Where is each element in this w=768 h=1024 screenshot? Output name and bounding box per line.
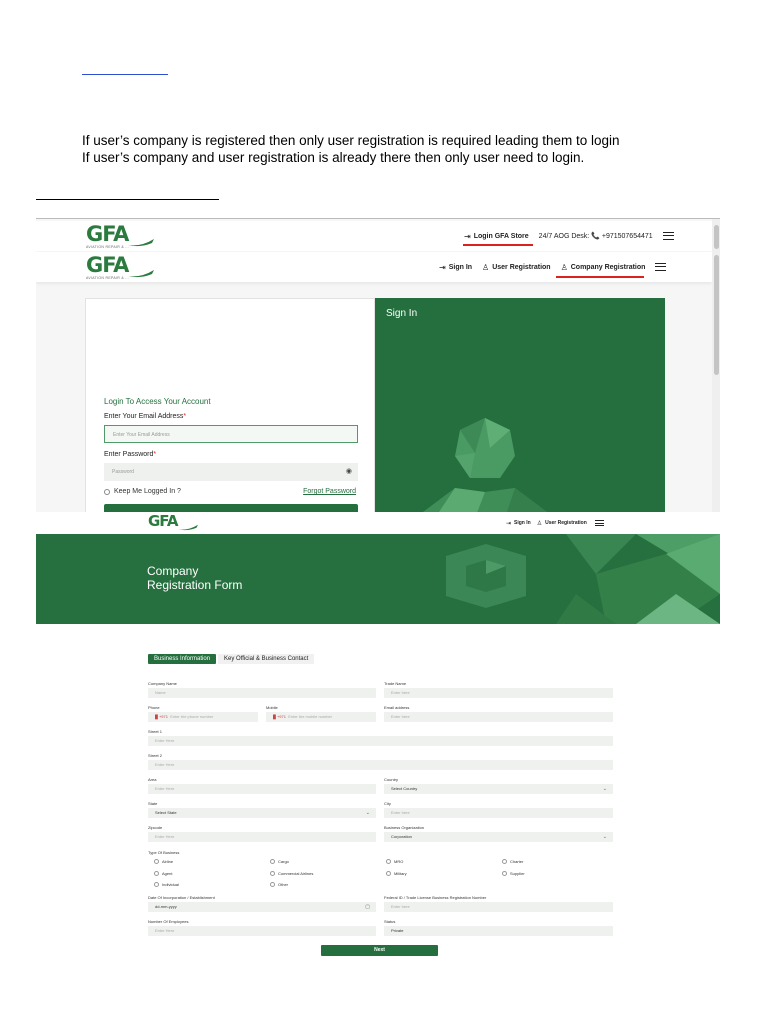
federal-id-input[interactable]: Enter here (384, 902, 613, 912)
top-header (36, 221, 712, 251)
tab-key-official[interactable]: Key Official & Business Contact (218, 654, 314, 664)
menu-icon[interactable] (655, 263, 666, 271)
banner-title-line1: Company (147, 564, 199, 578)
phone-label: Phone (148, 705, 160, 710)
street1-input[interactable]: Enter Here (148, 736, 613, 746)
street2-label: Street 2 (148, 753, 163, 758)
area-input[interactable]: Enter Here (148, 784, 376, 794)
radio-supplier[interactable]: Supplier (502, 871, 525, 876)
radio-charter[interactable]: Charter (502, 859, 523, 864)
page-scrollbar[interactable] (712, 219, 720, 512)
radio-military[interactable]: Military (386, 871, 407, 876)
business-type-label: Type Of Business (148, 850, 180, 855)
company-name-input[interactable]: Name (148, 688, 376, 698)
business-org-select[interactable]: Corporation ⌄ (384, 832, 613, 842)
chevron-down-icon: ⌄ (365, 810, 370, 816)
mobile-label: Mobile (266, 705, 278, 710)
radio-individual[interactable]: Individual (154, 882, 179, 887)
trade-name-label: Trade Name (384, 681, 407, 686)
date-input[interactable]: dd-mm-yyyy ▢ (148, 902, 376, 912)
section-divider (36, 199, 219, 200)
zipcode-input[interactable]: Enter Here (148, 832, 376, 842)
sign-in-icon: ⇥ (506, 520, 512, 527)
user-icon: ♙ (560, 262, 568, 272)
email-label: Enter Your Email Address* (104, 413, 187, 420)
paragraph-user-registered: If user’s company and user registration is already there then only user need to login. (82, 150, 585, 165)
scroll-thumb[interactable] (714, 255, 719, 375)
radio-airline[interactable]: Airline (154, 859, 173, 864)
nav-sign-in[interactable]: Sign In (448, 263, 473, 271)
sign-in-icon: ⇥ (439, 262, 446, 272)
login-title: Login To Access Your Account (104, 397, 211, 406)
login-page-screenshot (36, 218, 720, 512)
nav-user-registration[interactable]: User Registration (492, 263, 551, 271)
street1-label: Street 1 (148, 729, 163, 734)
registration-header (36, 512, 712, 534)
trade-name-input[interactable]: Enter here (384, 688, 613, 698)
plane-swoosh-icon (128, 268, 154, 278)
chevron-down-icon: ⌄ (602, 786, 607, 792)
main-header (36, 252, 712, 282)
state-label: State (148, 801, 158, 806)
plane-swoosh-icon (128, 237, 154, 247)
business-org-label: Business Organization (384, 825, 425, 830)
gfa-logo[interactable]: GFA AVIATION REPAIR & ... (86, 254, 156, 282)
radio-other[interactable]: Other (270, 882, 288, 887)
forgot-password-link[interactable]: Forgot Password (303, 488, 356, 495)
registration-nav (506, 512, 604, 534)
country-label: Country (384, 777, 399, 782)
user-illustration-icon (415, 408, 555, 512)
city-input[interactable]: Enter here (384, 808, 613, 818)
eye-icon[interactable]: ◉ (345, 468, 352, 475)
radio-commercial-airlines[interactable]: Commercial Airlines (270, 871, 313, 876)
federal-id-label: Federal ID / Trade License Business Registration Number (384, 895, 487, 900)
nav-sign-in[interactable]: Sign In (514, 520, 531, 526)
employees-label: Number Of Employees (148, 919, 189, 924)
mobile-input[interactable]: █ +971 Enter the mobile number (266, 712, 376, 722)
flag-icon[interactable]: █ +971 (155, 714, 168, 719)
sign-in-panel (375, 298, 665, 512)
radio-cargo[interactable]: Cargo (270, 859, 289, 864)
login-arrow-icon: ⇥ (464, 231, 471, 241)
password-input[interactable]: Password ◉ (104, 463, 358, 481)
email-input[interactable]: Enter here (384, 712, 613, 722)
paragraph-company-registered: If user’s company is registered then only user registration is required leading them to login (82, 133, 620, 148)
chevron-down-icon: ⌄ (602, 834, 607, 840)
company-registration-form (146, 652, 614, 957)
radio-mro[interactable]: MRO (386, 859, 403, 864)
login-store-link[interactable]: Login GFA Store (473, 232, 529, 240)
state-select[interactable]: Select State ⌄ (148, 808, 376, 818)
aog-desk-text: 24/7 AOG Desk: 📞 +971507654471 (538, 233, 653, 240)
area-label: Area (148, 777, 157, 782)
street2-input[interactable]: Enter Here (148, 760, 613, 770)
gfa-logo[interactable]: GFA (148, 513, 208, 533)
nav-user-registration[interactable]: User Registration (545, 520, 587, 526)
phone-input[interactable]: █ +971 Enter the phone number (148, 712, 258, 722)
panel-title: Sign In (386, 308, 418, 319)
user-icon: ♙ (482, 262, 490, 272)
banner-decoration-icon (436, 534, 720, 624)
gfa-logo[interactable]: GFA AVIATION REPAIR & ... (86, 223, 156, 251)
calendar-icon[interactable]: ▢ (365, 904, 370, 910)
next-button[interactable]: Next (321, 945, 438, 956)
country-select[interactable]: Select Country ⌄ (384, 784, 613, 794)
user-icon: ♙ (536, 520, 543, 527)
menu-icon[interactable] (663, 232, 674, 240)
top-nav (464, 221, 674, 251)
status-input[interactable]: Private (384, 926, 613, 936)
tab-business-information[interactable]: Business Information (148, 654, 216, 664)
company-registration-screenshot (36, 512, 720, 624)
menu-icon[interactable] (595, 520, 604, 526)
company-name-label: Company Name (148, 681, 177, 686)
plane-swoosh-icon (178, 523, 198, 531)
email-label: Email address (384, 705, 410, 710)
date-label: Date Of Incorporation / Establishment (148, 895, 215, 900)
highlight-underline-company (556, 276, 644, 278)
radio-agent[interactable]: Agent (154, 871, 172, 876)
status-label: Status (384, 919, 396, 924)
city-label: City (384, 801, 391, 806)
email-input[interactable]: Enter Your Email Address (104, 425, 358, 443)
highlight-underline-store (463, 244, 533, 246)
banner-title-line2: Registration Form (147, 578, 243, 592)
login-card (85, 298, 375, 512)
document-link-underline[interactable] (82, 74, 168, 75)
zipcode-label: Zipcode (148, 825, 163, 830)
nav-company-registration[interactable]: Company Registration (570, 263, 646, 271)
form-tabs (148, 654, 314, 664)
password-label: Enter Password* (104, 451, 157, 458)
flag-icon[interactable]: █ +971 (273, 714, 286, 719)
registration-banner (36, 534, 720, 624)
employees-input[interactable]: Enter Here (148, 926, 376, 936)
sign-in-button[interactable] (104, 504, 358, 512)
remember-checkbox[interactable]: Keep Me Logged In ? (104, 488, 181, 495)
